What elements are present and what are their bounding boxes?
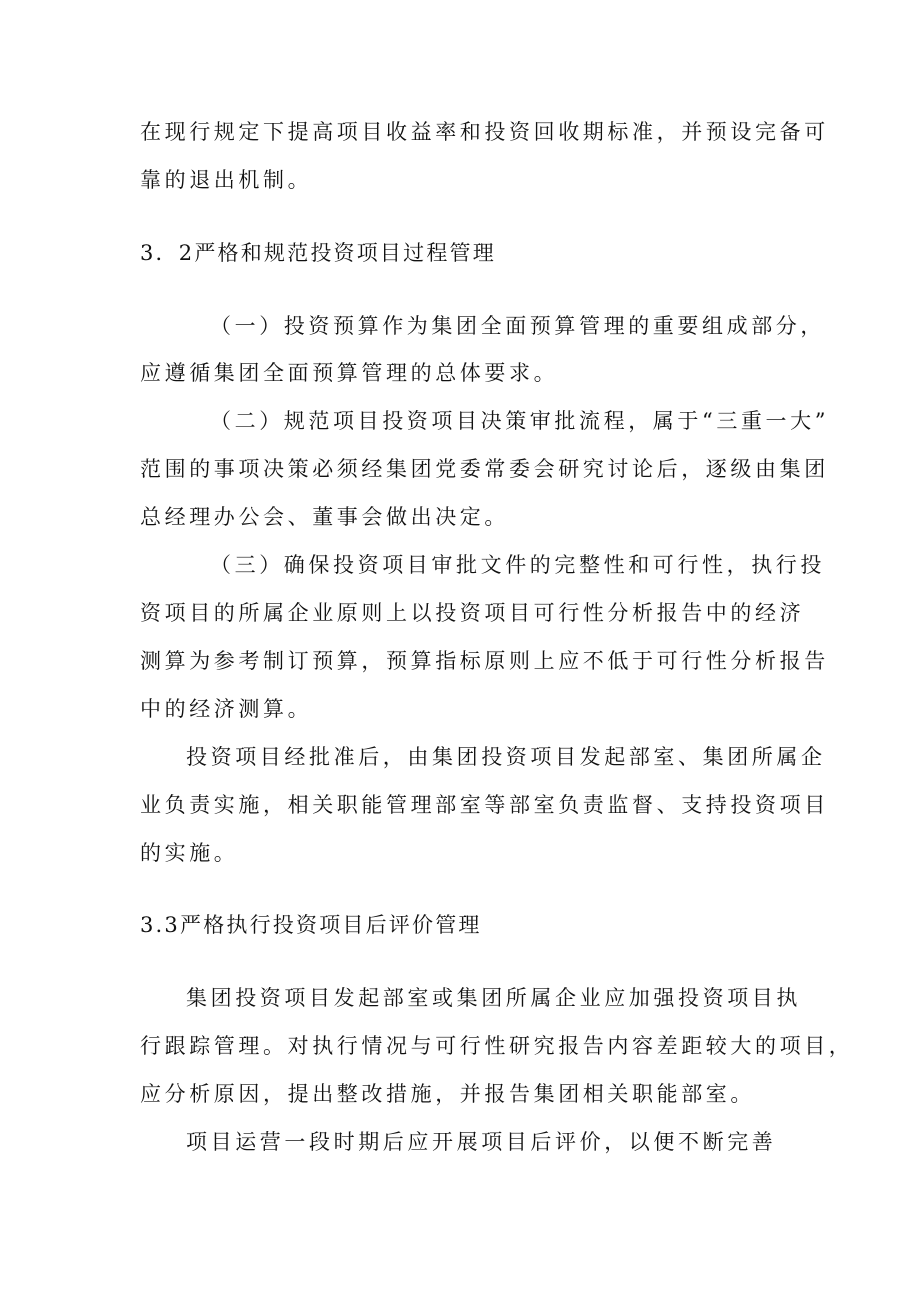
- paragraph-line: 应遵循集团全面预算管理的总体要求。: [140, 361, 559, 385]
- paragraph-line: 投资项目经批准后，由集团投资项目发起部室、集团所属企: [186, 745, 826, 769]
- paragraph-line: 应分析原因，提出整改措施，并报告集团相关职能部室。: [140, 1082, 755, 1106]
- paragraph-line: 的实施。: [140, 841, 239, 865]
- paragraph-line: 在现行规定下提高项目收益率和投资回收期标准，并预设完备可: [140, 120, 829, 144]
- paragraph-line: 测算为参考制订预算，预算指标原则上应不低于可行性分析报告: [140, 649, 829, 673]
- paragraph-line: （三）确保投资项目审批文件的完整性和可行性，执行投: [210, 553, 825, 577]
- section-heading-3-2: 3．2严格和规范投资项目过程管理: [140, 241, 496, 265]
- paragraph-line: 靠的退出机制。: [140, 168, 313, 192]
- paragraph-line: 行跟踪管理。对执行情况与可行性研究报告内容差距较大的项目，: [140, 1034, 854, 1058]
- paragraph-line: 资项目的所属企业原则上以投资项目可行性分析报告中的经济: [140, 601, 805, 625]
- paragraph-line: （一）投资预算作为集团全面预算管理的重要组成部分，: [210, 314, 825, 338]
- section-heading-3-3: 3.3严格执行投资项目后评价管理: [140, 913, 482, 937]
- paragraph-line: 业负责实施，相关职能管理部室等部室负责监督、支持投资项目: [140, 793, 829, 817]
- paragraph-line: 中的经济测算。: [140, 697, 313, 721]
- paragraph-line: 范围的事项决策必须经集团党委常委会研究讨论后，逐级由集团: [140, 457, 829, 481]
- paragraph-line: 集团投资项目发起部室或集团所属企业应加强投资项目执: [186, 986, 801, 1010]
- paragraph-line: （二）规范项目投资项目决策审批流程，属于“三重一大”: [210, 409, 830, 433]
- paragraph-line: 总经理办公会、董事会做出决定。: [140, 505, 509, 529]
- paragraph-line: 项目运营一段时期后应开展项目后评价，以便不断完善: [186, 1130, 777, 1154]
